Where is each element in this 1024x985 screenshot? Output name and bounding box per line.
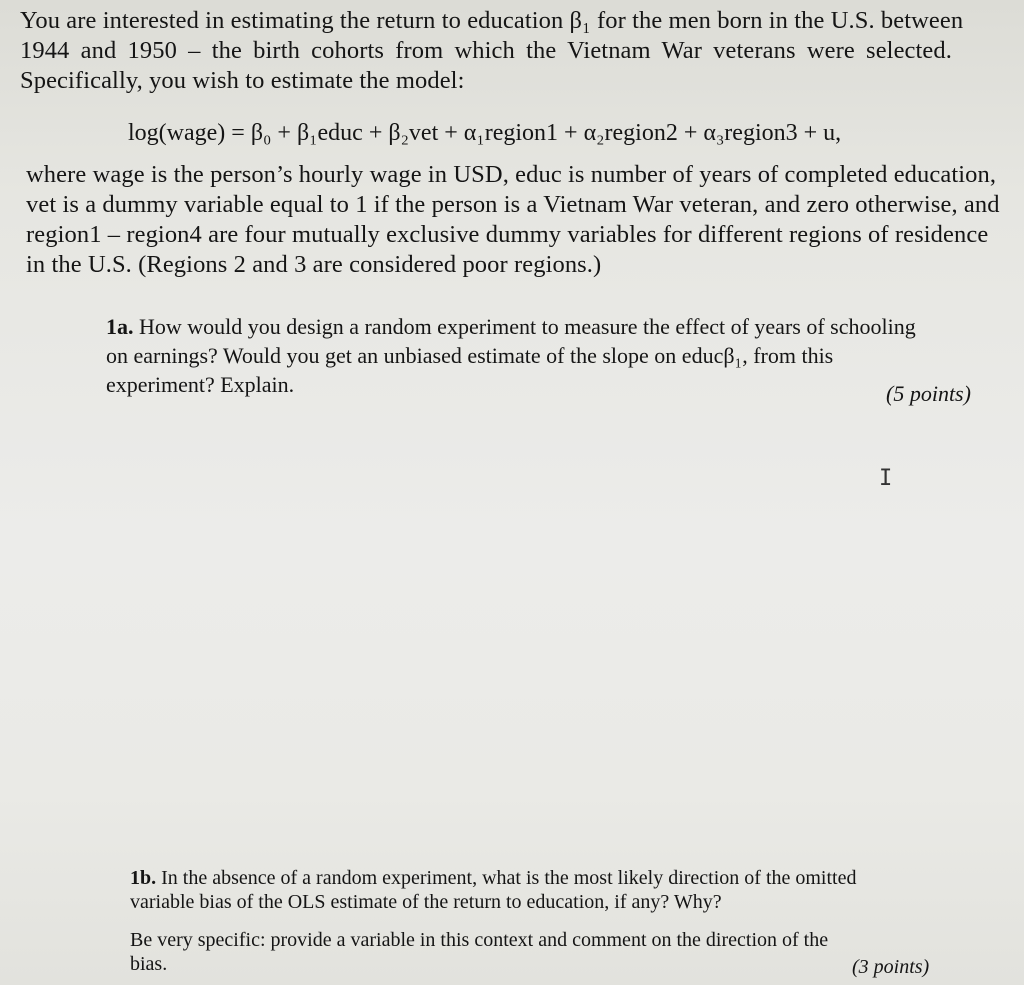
- question-1b: [130, 866, 950, 914]
- intro-paragraph: [20, 6, 1012, 96]
- intro-line-1: You are interested in estimating the return to education β₁ for the men born in the U.S. between: [20, 7, 964, 34]
- question-1b-line-4: bias.: [130, 953, 168, 975]
- definitions-line-4: in the U.S. (Regions 2 and 3 are considered poor regions.): [26, 251, 602, 278]
- text-cursor-icon: I: [879, 466, 893, 491]
- question-1a-line-1: How would you design a random experiment to measure the effect of years of schooling: [139, 314, 916, 339]
- question-1b-line-2: variable bias of the OLS estimate of the return to education, if any? Why?: [130, 891, 722, 913]
- definitions-line-1: where wage is the person’s hourly wage in USD, educ is number of years of completed education,: [26, 161, 997, 188]
- question-1b-points: (3 points): [852, 956, 930, 978]
- question-1a-line-2: on earnings? Would you get an unbiased estimate of the slope on educβ₁, from this: [106, 343, 834, 368]
- definitions-line-3: region1 – region4 are four mutually exclusive dummy variables for different regions of residence: [26, 221, 989, 248]
- intro-line-3: Specifically, you wish to estimate the model:: [20, 67, 465, 94]
- definitions-paragraph: [26, 160, 1000, 280]
- question-1a-line-3: experiment? Explain.: [106, 372, 295, 397]
- definitions-line-2: vet is a dummy variable equal to 1 if the person is a Vietnam War veteran, and zero otherwise, and: [26, 191, 1000, 218]
- question-1a-label: 1a.: [106, 314, 134, 339]
- question-1b-line-3: Be very specific: provide a variable in this context and comment on the direction of the: [130, 929, 829, 951]
- intro-line-2: 1944 and 1950 – the birth cohorts from which the Vietnam War veterans were selected.: [20, 37, 952, 64]
- question-1a: [106, 312, 990, 399]
- question-1a-points: (5 points): [886, 381, 971, 406]
- question-1b-line-1: In the absence of a random experiment, what is the most likely direction of the omitted: [161, 867, 857, 889]
- question-1b-instruction: [130, 928, 950, 976]
- question-1b-label: 1b.: [130, 867, 157, 889]
- model-equation: log(wage) = β₀ + β₁educ + β₂vet + α₁region1 + α₂region2 + α₃region3 + u,: [128, 120, 842, 146]
